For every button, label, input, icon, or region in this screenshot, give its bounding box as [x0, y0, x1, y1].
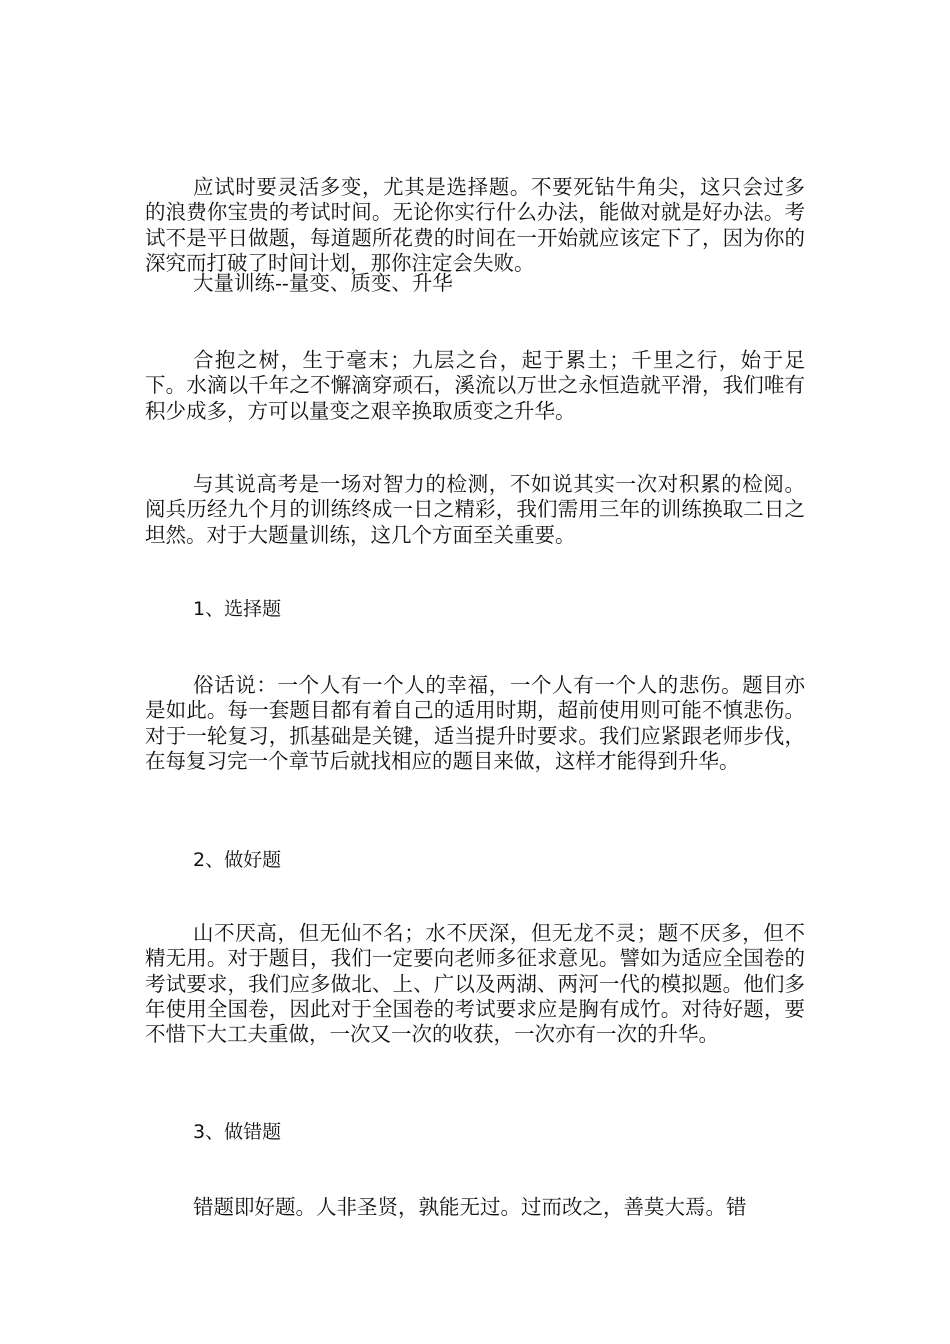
paragraph-wrong-questions: 错题即好题。人非圣贤，孰能无过。过而改之，善莫大焉。错	[193, 1195, 747, 1219]
heading-choose-questions: 1、选择题	[193, 598, 282, 620]
section-subtitle: 大量训练--量变、质变、升华	[193, 271, 453, 295]
paragraph-accumulation: 合抱之树，生于毫末；九层之台，起于累土；千里之行，始于足下。水滴以千年之不懈滴穿顽石，溪流以万世之永恒造就平滑，我们唯有积少成多，方可以量变之艰辛换取质变之升华。	[145, 348, 805, 423]
document-page	[145, 0, 805, 1344]
paragraph-good-questions: 山不厌高，但无仙不名；水不厌深，但无龙不灵；题不厌多，但不精无用。对于题目，我们一定要向老师多征求意见。譬如为适应全国卷的考试要求，我们应多做北、上、广以及两湖、两河一代的模拟题。他们多年使用全国卷，因此对于全国卷的考试要求应是胸有成竹。对待好题，要不惜下大工夫重做，一次又一次的收获，一次亦有一次的升华。	[145, 921, 805, 1047]
heading-wrong-questions: 3、做错题	[193, 1121, 282, 1143]
paragraph-flexible-answering: 应试时要灵活多变，尤其是选择题。不要死钻牛角尖，这只会过多的浪费你宝贵的考试时间。无论你实行什么办法，能做对就是好办法。考试不是平日做题，每道题所花费的时间在一开始就应该定下了，因为你的深究而打破了时间计划，那你注定会失败。	[145, 175, 805, 275]
heading-good-questions: 2、做好题	[193, 849, 282, 871]
paragraph-exam-review: 与其说高考是一场对智力的检测，不如说其实一次对积累的检阅。阅兵历经九个月的训练终成一日之精彩，我们需用三年的训练换取二日之坦然。对于大题量训练，这几个方面至关重要。	[145, 472, 805, 547]
paragraph-choose-questions: 俗话说：一个人有一个人的幸福，一个人有一个人的悲伤。题目亦是如此。每一套题目都有着自己的适用时期，超前使用则可能不慎悲伤。对于一轮复习，抓基础是关键，适当提升时要求。我们应紧跟老师步伐，在每复习完一个章节后就找相应的题目来做，这样才能得到升华。	[145, 673, 805, 773]
